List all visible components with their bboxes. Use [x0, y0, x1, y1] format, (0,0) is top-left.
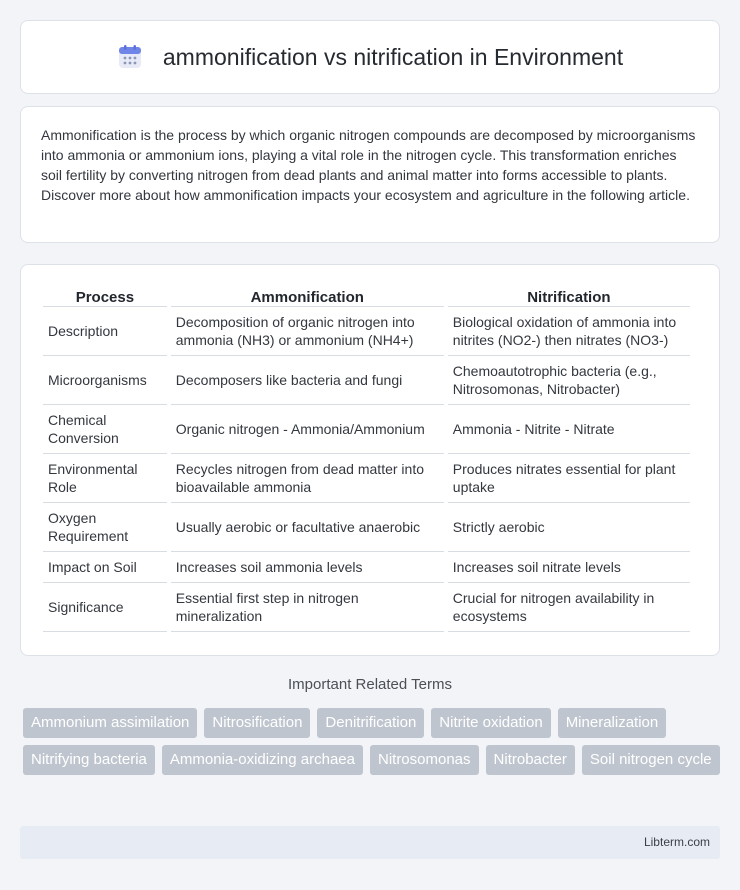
- table-cell: Impact on Soil: [43, 552, 167, 583]
- calendar-icon: [117, 44, 143, 70]
- table-row: [43, 552, 690, 583]
- table-cell: Produces nitrates essential for plant uptake: [448, 454, 690, 503]
- related-term-tag[interactable]: Nitrobacter: [486, 745, 575, 775]
- related-term-tag[interactable]: Mineralization: [558, 708, 667, 738]
- column-header: Process: [43, 285, 167, 307]
- related-term-tag[interactable]: Nitrosomonas: [370, 745, 479, 775]
- header-card: [20, 20, 720, 94]
- related-terms-list: [23, 708, 723, 775]
- footer-site-link[interactable]: Libterm.com: [643, 835, 710, 849]
- table-cell: Microorganisms: [43, 356, 167, 405]
- table-cell: Increases soil nitrate levels: [448, 552, 690, 583]
- table-row: [43, 454, 690, 503]
- related-term-tag[interactable]: Soil nitrogen cycle: [582, 745, 720, 775]
- table-cell: Essential first step in nitrogen mineralization: [171, 583, 444, 632]
- related-term-tag[interactable]: Nitrite oxidation: [431, 708, 550, 738]
- table-cell: Decomposers like bacteria and fungi: [171, 356, 444, 405]
- table-cell: Biological oxidation of ammonia into nitrites (NO2-) then nitrates (NO3-): [448, 307, 690, 356]
- comparison-table: [39, 285, 694, 632]
- table-row: [43, 405, 690, 454]
- table-row: [43, 583, 690, 632]
- related-term-tag[interactable]: Denitrification: [317, 708, 424, 738]
- table-cell: Oxygen Requirement: [43, 503, 167, 552]
- column-header: Ammonification: [171, 285, 444, 307]
- table-cell: Usually aerobic or facultative anaerobic: [171, 503, 444, 552]
- table-row: [43, 307, 690, 356]
- column-header: Nitrification: [448, 285, 690, 307]
- page-title: ammonification vs nitrification in Environment: [162, 43, 624, 70]
- table-cell: Ammonia - Nitrite - Nitrate: [448, 405, 690, 454]
- table-cell: Strictly aerobic: [448, 503, 690, 552]
- related-term-tag[interactable]: Ammonia-oxidizing archaea: [162, 745, 363, 775]
- table-cell: Chemical Conversion: [43, 405, 167, 454]
- table-cell: Chemoautotrophic bacteria (e.g., Nitrosomonas, Nitrobacter): [448, 356, 690, 405]
- related-term-tag[interactable]: Nitrosification: [204, 708, 310, 738]
- related-terms-title: Important Related Terms: [288, 676, 452, 693]
- intro-text: Ammonification is the process by which organic nitrogen compounds are decomposed by microorganisms into ammonia or ammonium ions, playing a vital role in the nitrogen cycle. This transformation enriches soil fertility by converting nitrogen from dead plants and animal matter into forms accessible to plants. Discover more about how ammonification impacts your ecosystem and agriculture in the following article.: [41, 127, 696, 203]
- table-header-row: [43, 285, 690, 307]
- related-term-tag[interactable]: Nitrifying bacteria: [23, 745, 155, 775]
- table-cell: Recycles nitrogen from dead matter into bioavailable ammonia: [171, 454, 444, 503]
- table-row: [43, 356, 690, 405]
- table-cell: Environmental Role: [43, 454, 167, 503]
- intro-card: [20, 106, 720, 243]
- related-term-tag[interactable]: Ammonium assimilation: [23, 708, 197, 738]
- table-cell: Significance: [43, 583, 167, 632]
- table-cell: Crucial for nitrogen availability in ecosystems: [448, 583, 690, 632]
- table-cell: Decomposition of organic nitrogen into ammonia (NH3) or ammonium (NH4+): [171, 307, 444, 356]
- comparison-table-card: [20, 264, 720, 656]
- footer: [20, 826, 720, 859]
- table-cell: Description: [43, 307, 167, 356]
- table-cell: Organic nitrogen - Ammonia/Ammonium: [171, 405, 444, 454]
- table-cell: Increases soil ammonia levels: [171, 552, 444, 583]
- table-row: [43, 503, 690, 552]
